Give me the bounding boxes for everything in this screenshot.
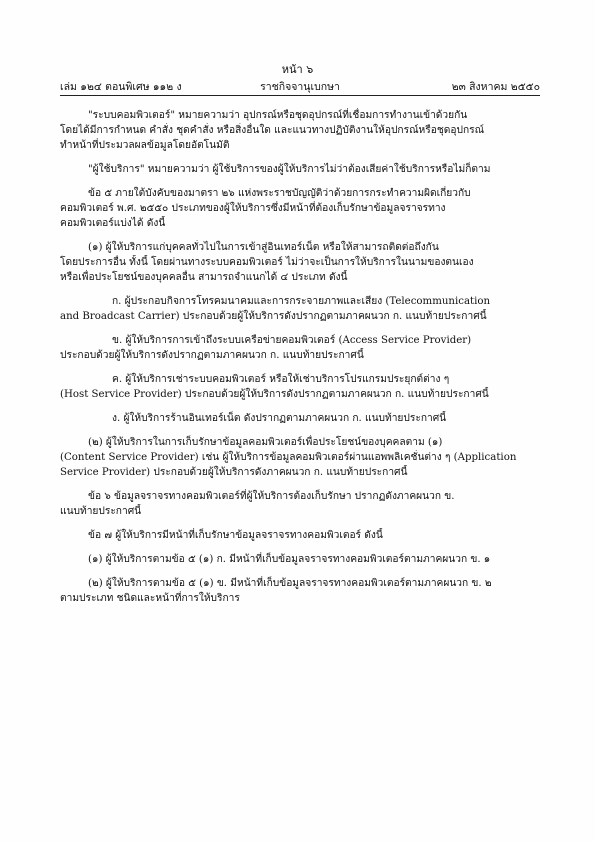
text-line: ทำหน้าที่ประมวลผลข้อมูลโดยอัตโนมัติ [60,140,230,151]
gazette-header [60,78,540,92]
text-line: ข้อ ๖ ข้อมูลจราจรทางคอมพิวเตอร์ที่ผู้ให้บริการต้องเก็บรักษา ปรากฏดังภาคผนวก ข. [88,491,455,502]
text-line: Service Provider) ประกอบด้วยผู้ให้บริการดังภาคผนวก ก. แนบท้ายประกาศนี้ [60,467,408,478]
clause-7 [60,528,540,543]
clause-5-1-b [60,333,540,363]
clause-5 [60,186,540,231]
volume-issue: เล่ม ๑๒๔ ตอนพิเศษ ๑๑๒ ง [60,81,182,93]
text-line: (๑) ผู้ให้บริการตามข้อ ๕ (๑) ก. มีหน้าที่เก็บข้อมูลจราจรทางคอมพิวเตอร์ตามภาคผนวก ข. ๑ [88,554,491,565]
definition-computer-system [60,108,540,153]
gazette-title: ราชกิจจานุเบกษา [260,81,340,93]
text-line: ค. ผู้ให้บริการเช่าระบบคอมพิวเตอร์ หรือให้เช่าบริการโปรแกรมประยุกต์ต่าง ๆ [112,374,450,385]
text-line: คอมพิวเตอร์แบ่งได้ ดังนี้ [60,218,166,229]
definition-service-user [60,162,540,177]
text-line: (Host Service Provider) ประกอบด้วยผู้ให้บริการดังปรากฏตามภาคผนวก ก. แนบท้ายประกาศนี้ [60,389,489,400]
text-line: หรือเพื่อประโยชน์ของบุคคลอื่น สามารถจำแนกได้ ๔ ประเภท ดังนี้ [60,272,348,283]
text-line: ข้อ ๕ ภายใต้บังคับของมาตรา ๒๖ แห่งพระราชบัญญัติว่าด้วยการกระทำความผิดเกี่ยวกับ [88,188,471,199]
clause-5-1 [60,240,540,285]
text-line: (Content Service Provider) เช่น ผู้ให้บริการข้อมูลคอมพิวเตอร์ผ่านแอพพลิเคชั่นต่าง ๆ (Application [60,452,517,463]
text-line: (๑) ผู้ให้บริการแก่บุคคลทั่วไปในการเข้าสู่อินเทอร์เน็ต หรือให้สามารถติดต่อถึงกัน [88,242,439,253]
text-line: "ระบบคอมพิวเตอร์" หมายความว่า อุปกรณ์หรือชุดอุปกรณ์ที่เชื่อมการทำงานเข้าด้วยกัน [88,110,468,121]
text-line: ประกอบด้วยผู้ให้บริการดังปรากฏตามภาคผนวก ก. แนบท้ายประกาศนี้ [60,350,364,361]
text-line: ข้อ ๗ ผู้ให้บริการมีหน้าที่เก็บรักษาข้อมูลจราจรทางคอมพิวเตอร์ ดังนี้ [88,530,383,541]
text-line: (๒) ผู้ให้บริการในการเก็บรักษาข้อมูลคอมพิวเตอร์เพื่อประโยชน์ของบุคคลตาม (๑) [88,437,443,448]
text-line: โดยได้มีการกำหนด คำสั่ง ชุดคำสั่ง หรือสิ่งอื่นใด และแนวทางปฏิบัติงานให้อุปกรณ์หรือชุดอุปกรณ์ [60,125,485,136]
text-line: ข. ผู้ให้บริการการเข้าถึงระบบเครือข่ายคอมพิวเตอร์ (Access Service Provider) [112,335,472,346]
text-line: ก. ผู้ประกอบกิจการโทรคมนาคมและการกระจายภาพและเสียง (Telecommunication [112,296,491,307]
clause-7-1 [60,552,540,567]
clause-6 [60,489,540,519]
document-body [60,108,540,615]
text-line: คอมพิวเตอร์ พ.ศ. ๒๕๕๐ ประเภทของผู้ให้บริการซึ่งมีหน้าที่ต้องเก็บรักษาข้อมูลจราจรทาง [60,203,446,214]
clause-5-1-a [60,294,540,324]
header-rule [60,95,540,96]
clause-5-1-c [60,372,540,402]
text-line: "ผู้ใช้บริการ" หมายความว่า ผู้ใช้บริการของผู้ให้บริการไม่ว่าต้องเสียค่าใช้บริการหรือไม่ก็ตาม [88,164,491,175]
text-line: แนบท้ายประกาศนี้ [60,506,142,517]
text-line: (๒) ผู้ให้บริการตามข้อ ๕ (๑) ข. มีหน้าที่เก็บข้อมูลจราจรทางคอมพิวเตอร์ตามภาคผนวก ข. ๒ [88,578,492,589]
clause-5-2 [60,435,540,480]
text-line: ตามประเภท ชนิดและหน้าที่การให้บริการ [60,593,240,604]
text-line: ง. ผู้ให้บริการร้านอินเทอร์เน็ต ดังปรากฏตามภาคผนวก ก. แนบท้ายประกาศนี้ [112,413,447,424]
clause-5-1-d [60,411,540,426]
text-line: and Broadcast Carrier) ประกอบด้วยผู้ให้บริการดังปรากฏตามภาคผนวก ก. แนบท้ายประกาศนี้ [60,311,487,322]
clause-7-2 [60,576,540,606]
publication-date: ๒๓ สิงหาคม ๒๕๕๐ [451,81,540,93]
page-number: หน้า ๖ [281,63,314,76]
text-line: โดยประการอื่น ทั้งนี้ โดยผ่านทางระบบคอมพิวเตอร์ ไม่ว่าจะเป็นการให้บริการในนามของตนเอง [60,257,474,268]
